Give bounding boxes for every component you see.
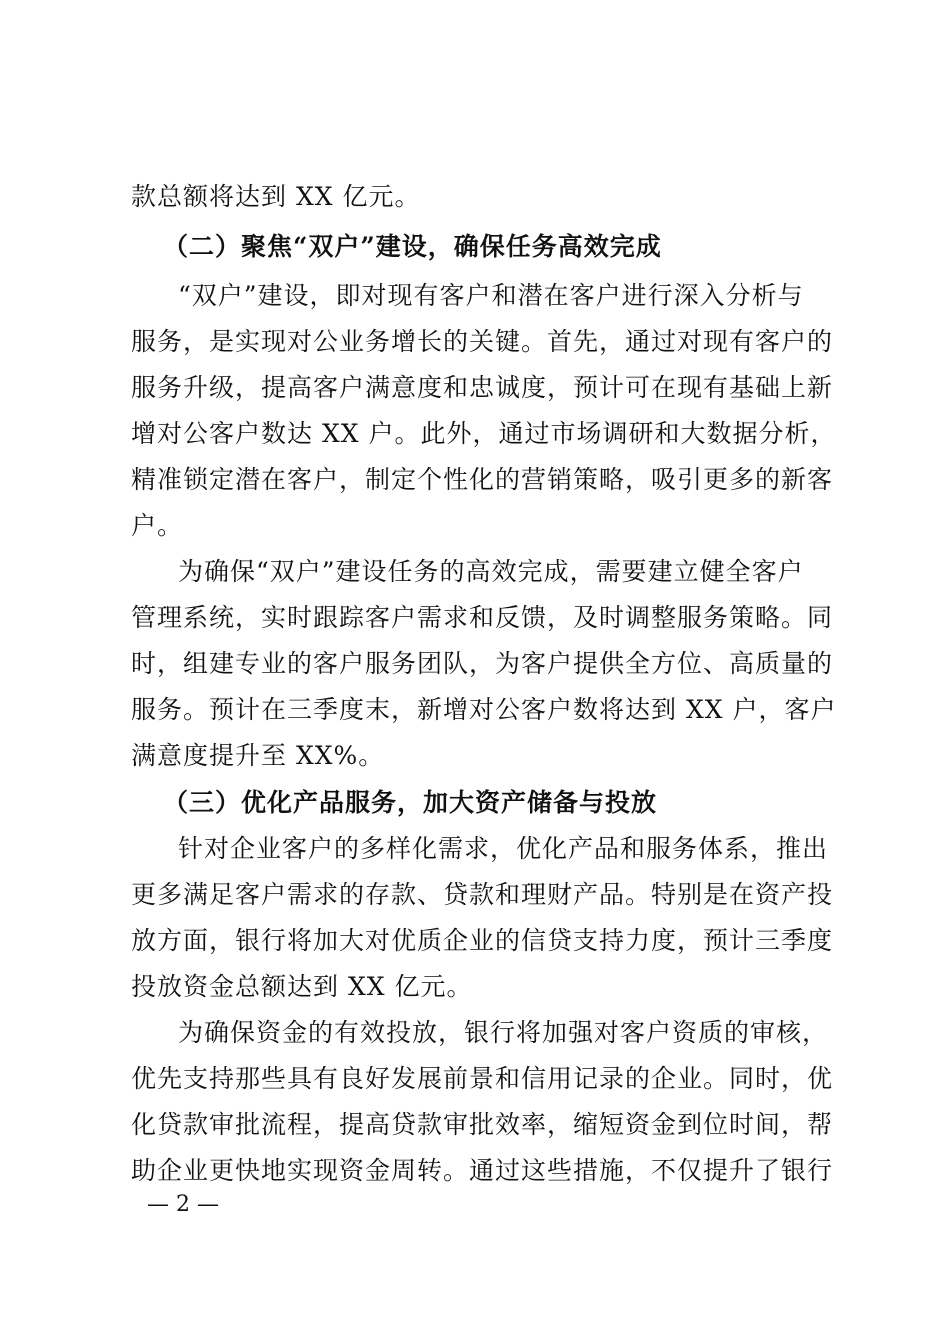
paragraph-line: 为确保“双户”建设任务的高效完成，需要建立健全客户 — [178, 557, 804, 586]
paragraph-line: 精准锁定潜在客户，制定个性化的营销策略，吸引更多的新客 — [131, 465, 834, 494]
paragraph-line: 时，组建专业的客户服务团队，为客户提供全方位、高质量的 — [131, 649, 834, 678]
paragraph-line: 服务，是实现对公业务增长的关键。首先，通过对现有客户的 — [131, 327, 834, 356]
text-line-continuation: 款总额将达到 XX 亿元。 — [131, 182, 421, 211]
paragraph-line: 针对企业客户的多样化需求，优化产品和服务体系，推出 — [178, 834, 829, 863]
paragraph-line: “双户”建设，即对现有客户和潜在客户进行深入分析与 — [178, 281, 804, 310]
paragraph-line: 更多满足客户需求的存款、贷款和理财产品。特别是在资产投 — [131, 880, 834, 909]
paragraph-line: 满意度提升至 XX%。 — [131, 741, 385, 770]
section-heading-2: （二）聚焦“双户”建设，确保任务高效完成 — [163, 232, 662, 261]
section-heading-3: （三）优化产品服务，加大资产储备与投放 — [163, 788, 658, 817]
paragraph-line: 服务升级，提高客户满意度和忠诚度，预计可在现有基础上新 — [131, 373, 834, 402]
paragraph-line: 放方面，银行将加大对优质企业的信贷支持力度，预计三季度 — [131, 926, 834, 955]
paragraph-line: 优先支持那些具有良好发展前景和信用记录的企业。同时，优 — [131, 1064, 834, 1093]
paragraph-line: 化贷款审批流程，提高贷款审批效率，缩短资金到位时间，帮 — [131, 1110, 834, 1139]
paragraph-line: 为确保资金的有效投放，银行将加强对客户资质的审核， — [178, 1018, 829, 1047]
paragraph-line: 管理系统，实时跟踪客户需求和反馈，及时调整服务策略。同 — [131, 603, 834, 632]
paragraph-line: 增对公客户数达 XX 户。此外，通过市场调研和大数据分析， — [131, 419, 837, 448]
paragraph-line: 户。 — [131, 511, 184, 540]
paragraph-line: 服务。预计在三季度末，新增对公客户数将达到 XX 户，客户 — [131, 695, 837, 724]
paragraph-line: 助企业更快地实现资金周转。通过这些措施，不仅提升了银行 — [131, 1156, 834, 1185]
page-number: — 2 — — [147, 1192, 219, 1217]
paragraph-line: 投放资金总额达到 XX 亿元。 — [131, 972, 473, 1001]
